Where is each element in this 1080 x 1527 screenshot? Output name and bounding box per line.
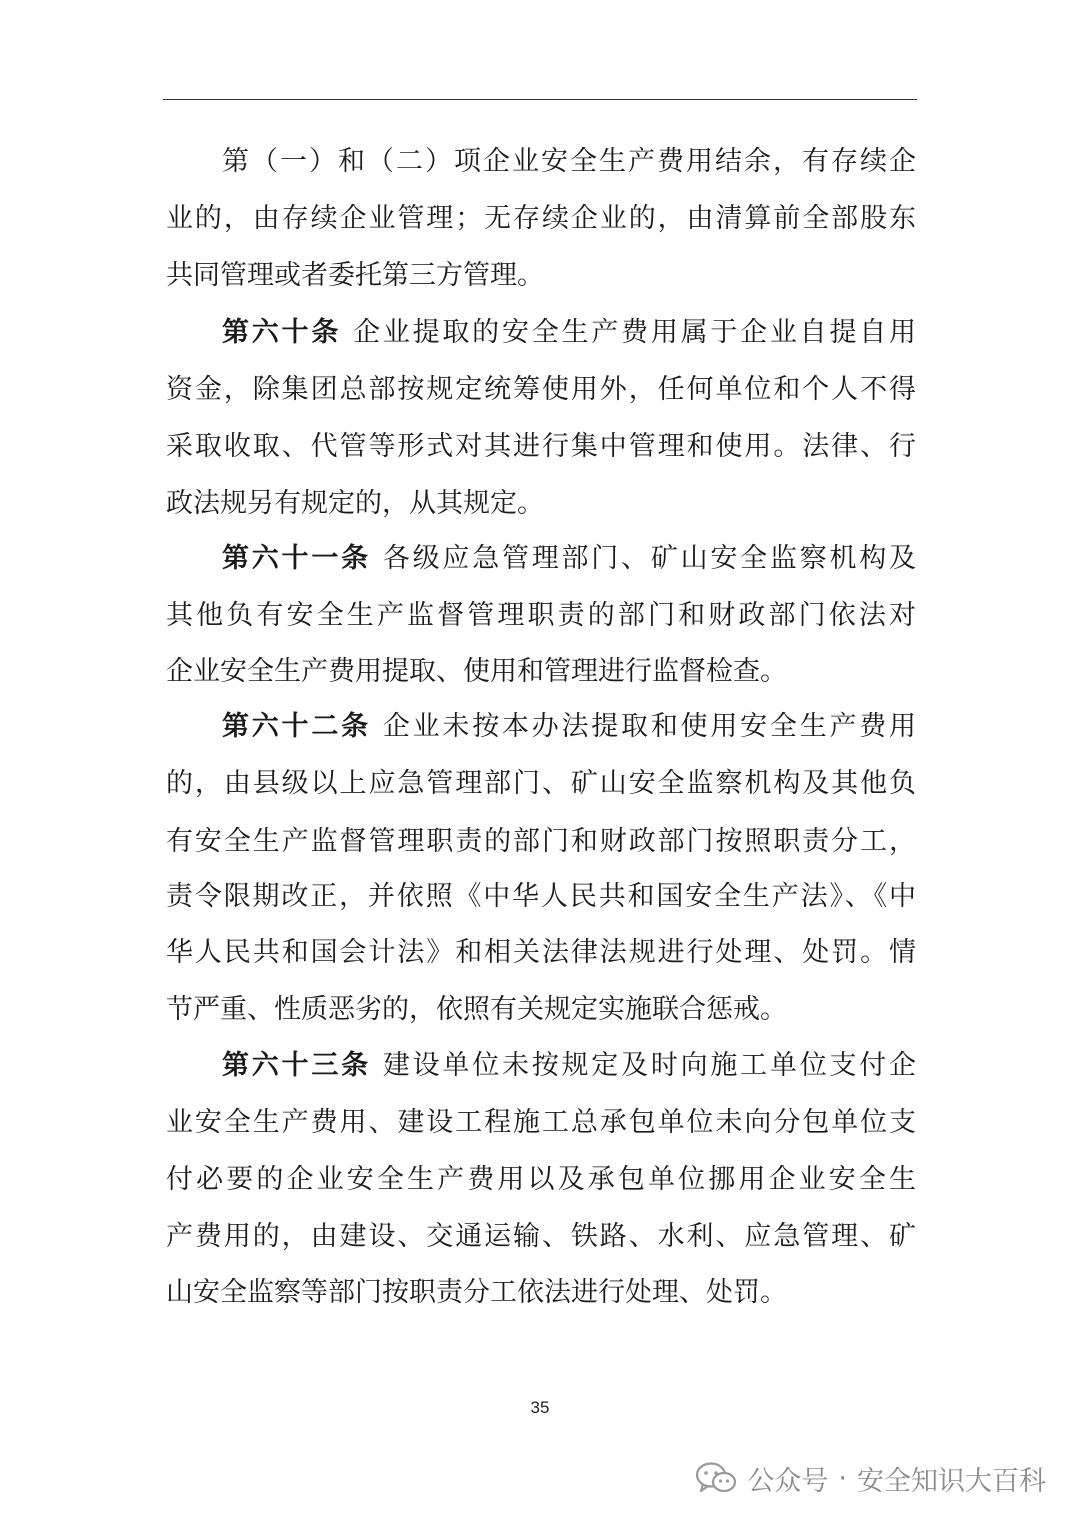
paragraph-line: 其他负有安全生产监督管理职责的部门和财政部门依法对 (166, 600, 916, 631)
paragraph-line: 有安全生产监督管理职责的部门和财政部门按照职责分工， (166, 826, 916, 857)
paragraph-line: 第六十二条 企业未按本办法提取和使用安全生产费用 (222, 711, 917, 742)
watermark-account-type: 公众号 (747, 1465, 829, 1497)
paragraph-line: 企业安全生产费用提取、使用和管理进行监督检查。 (166, 656, 787, 687)
paragraph-line: 资金，除集团总部按规定统筹使用外，任何单位和个人不得 (166, 374, 916, 405)
paragraph-line: 付必要的企业安全生产费用以及承包单位挪用企业安全生 (166, 1164, 916, 1195)
paragraph-line: 第六十条 企业提取的安全生产费用属于企业自提自用 (222, 317, 917, 348)
paragraph-line: 第六十一条 各级应急管理部门、矿山安全监察机构及 (222, 543, 917, 574)
paragraph-line: 第六十三条 建设单位未按规定及时向施工单位支付企 (222, 1050, 917, 1081)
article-heading: 第六十一条 (222, 543, 371, 574)
paragraph-line: 业的，由存续企业管理；无存续企业的，由清算前全部股东 (166, 203, 916, 234)
paragraph-line: 第（一）和（二）项企业安全生产费用结余，有存续企 (222, 146, 916, 177)
watermark-separator: · (838, 1462, 847, 1494)
paragraph-line: 政法规另有规定的，从其规定。 (166, 488, 544, 519)
header-rule (163, 99, 917, 100)
page-number: 35 (530, 1398, 550, 1417)
paragraph-line: 华人民共和国会计法》和相关法律法规进行处理、处罚。情 (166, 937, 916, 968)
paragraph-line: 业安全生产费用、建设工程施工总承包单位未向分包单位支 (166, 1107, 916, 1138)
watermark (695, 1458, 1046, 1498)
paragraph-line: 责令限期改正，并依照《中华人民共和国安全生产法》、《中 (166, 881, 916, 912)
paragraph-line: 采取收取、代管等形式对其进行集中管理和使用。法律、行 (166, 431, 916, 462)
wechat-icon (695, 1461, 737, 1495)
paragraph-line: 山安全监察等部门按职责分工依法进行处理、处罚。 (166, 1277, 787, 1308)
paragraph-line: 产费用的，由建设、交通运输、铁路、水利、应急管理、矿 (166, 1221, 916, 1252)
article-heading: 第六十二条 (222, 711, 371, 742)
paragraph-line: 共同管理或者委托第三方管理。 (166, 260, 544, 291)
article-heading: 第六十条 (222, 317, 342, 348)
paragraph-line: 的，由县级以上应急管理部门、矿山安全监察机构及其他负 (166, 768, 916, 799)
watermark-account-name: 安全知识大百科 (857, 1465, 1046, 1497)
paragraph-line: 节严重、性质恶劣的，依照有关规定实施联合惩戒。 (166, 994, 787, 1025)
article-heading: 第六十三条 (222, 1050, 371, 1081)
